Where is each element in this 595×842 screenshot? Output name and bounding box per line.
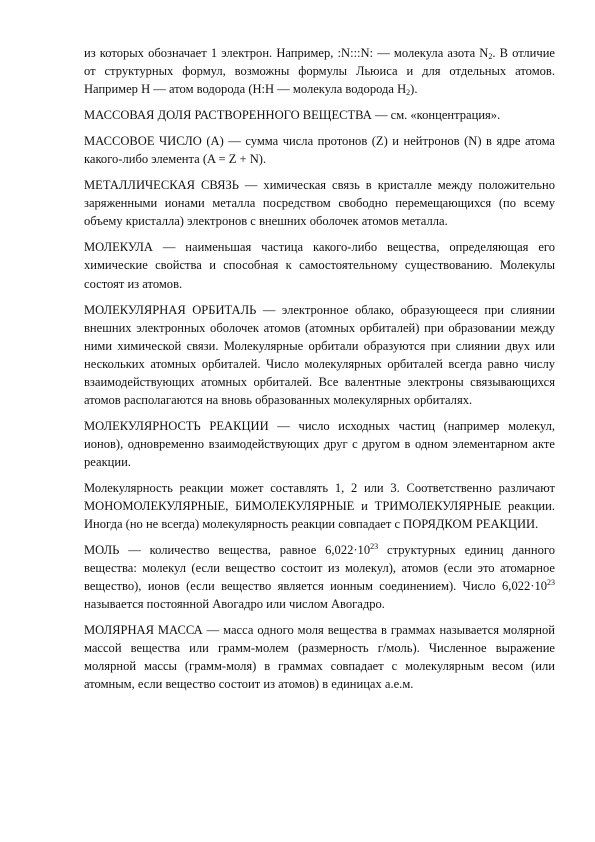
superscript: 23: [370, 542, 379, 552]
text-run: ).: [410, 82, 418, 97]
paragraph-lewis: [84, 44, 555, 98]
text-run: МАССОВАЯ ДОЛЯ РАСТВОРЕННОГО ВЕЩЕСТВА — см. «концентрация».: [84, 108, 501, 123]
paragraph-molecule: [84, 238, 555, 292]
paragraph-molecularity-values: [84, 479, 555, 533]
text-run: Молекулярность реакции может составлять 1, 2 или 3. Соответственно различают МОНОМОЛЕКУЛЯРНЫЕ, БИМОЛЕКУЛЯРНЫЕ и ТРИМОЛЕКУЛЯРНЫЕ реакции. Иногда (но не всегда) молекулярность реакции совпадает с ПОРЯДКОМ РЕАКЦИИ.: [84, 480, 555, 532]
text-run: МАССОВОЕ ЧИСЛО (А) — сумма числа протонов (Z) и нейтронов (N) в ядре атома какого-либо элемента (A = Z + N).: [84, 134, 555, 167]
text-run: структурных единиц данного вещества: молекул (если вещество состоит из молекул), атомов (если это атомарное вещество), ионов (если вещество является ионным соединением). Число 6,022·10: [84, 543, 555, 594]
text-run: МОЛЕКУЛЯРНАЯ ОРБИТАЛЬ — электронное облако, образующееся при слиянии внешних электронных оболочек атомов (атомных орбиталей) при образовании между ними химической связи. Молекулярные орбитали образуются при слиянии двух или нескольких атомных орбиталей. Число молекулярных орбиталей всегда равно числу взаимодействующих атомных орбиталей. Все валентные электроны связывающихся атомов располагаются на вновь образованных молекулярных орбиталях.: [84, 302, 555, 407]
subscript: 2: [406, 88, 411, 98]
text-run: МОЛЬ — количество вещества, равное 6,022·10: [84, 543, 371, 558]
text-run: МОЛЕКУЛЯРНОСТЬ РЕАКЦИИ — число исходных частиц (например молекул, ионов), одновременно взаимодействующих друг с другом в одном элементарном акте реакции.: [84, 418, 555, 469]
paragraph-mass-fraction: [84, 106, 555, 124]
paragraph-metallic-bond: [84, 176, 555, 230]
paragraph-mass-number: [84, 132, 555, 168]
superscript: 23: [547, 578, 555, 588]
text-run: из которых обозначает 1 электрон. Например, :N:::N: — молекула азота N: [84, 46, 489, 60]
paragraph-mole: [84, 541, 555, 613]
document-body: [84, 44, 555, 702]
text-run: МОЛЕКУЛА — наименьшая частица какого-либо вещества, определяющая его химические свойства и способная к самостоятельному существованию. Молекулы состоят из атомов.: [84, 240, 555, 291]
paragraph-molecular-orbital: [84, 301, 555, 409]
text-run: называется постоянной Авогадро или числом Авогадро.: [84, 597, 385, 612]
paragraph-molar-mass: [84, 621, 555, 693]
text-run: МЕТАЛЛИЧЕСКАЯ СВЯЗЬ — химическая связь в кристалле между положительно заряженными ионами металла посредством свободно перемещающихся (по всему объему кристалла) электронов с внешних оболочек атомов металла.: [84, 178, 555, 229]
text-run: МОЛЯРНАЯ МАССА — масса одного моля вещества в граммах называется молярной массой вещества или грамм-молем (размерность г/моль). Численное выражение молярной массы (грамм-моля) в граммах совпадает с молекулярным весом (или атомным, если вещество состоит из атомов) в единицах а.е.м.: [84, 623, 555, 692]
subscript: 2: [488, 52, 493, 61]
text-run: . В отличие от структурных формул, возможны формулы Льюиса и для отдельных атомов. Например H — атом водорода (H:H — молекула водорода H: [84, 46, 555, 97]
paragraph-molecularity: [84, 417, 555, 471]
